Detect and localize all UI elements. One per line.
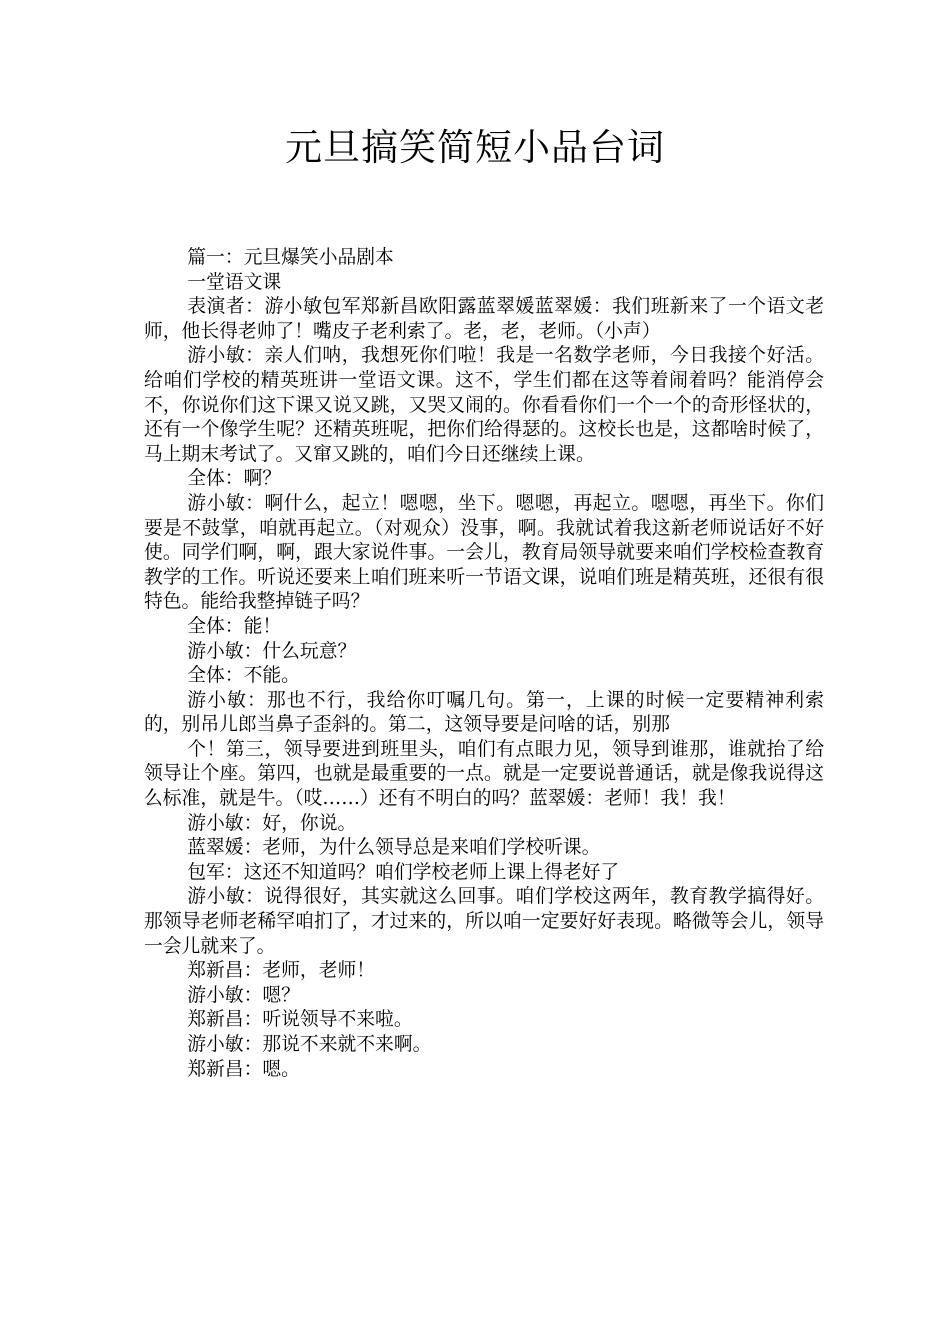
document-body xyxy=(144,246,824,1082)
dialogue-line: 包军：这还不知道吗？咱们学校老师上课上得老好了 xyxy=(187,861,620,883)
dialogue-line: 游小敏：说得很好，其实就这么回事。咱们学校这两年，教育教学搞得好。那领导老师老稀罕咱扪了，才过来的，所以咱一定要好好表现。略微等会儿，领导一会儿就来了。 xyxy=(144,886,824,957)
document-title: 元旦搞笑简短小品台词 xyxy=(285,126,665,169)
cast-and-dialogue: 表演者：游小敏包军郑新昌欧阳露蓝翠媛蓝翠媛：我们班新来了一个语文老师，他长得老帅了！嘴皮子老利索了。老，老，老师。（小声） xyxy=(144,296,824,342)
dialogue-line: 游小敏：那也不行，我给你叮嘱几句。第一，上课的时候一定要精神利索的，别吊儿郎当鼻子歪斜的。第二，这领导要是问啥的话，别那 xyxy=(144,689,824,736)
dialogue-line: 全体：不能。 xyxy=(187,665,300,687)
dialogue-line: 全体：啊？ xyxy=(187,468,282,490)
dialogue-line: 全体：能！ xyxy=(187,615,282,637)
dialogue-line: 游小敏：嗯？ xyxy=(187,984,300,1006)
dialogue-line: 游小敏：那说不来就不来啊。 xyxy=(187,1034,432,1055)
skit-title: 一堂语文课 xyxy=(187,271,282,293)
dialogue-line: 蓝翠媛：老师，为什么领导总是来咱们学校听课。 xyxy=(187,837,601,859)
dialogue-line: 游小敏：亲人们呐，我想死你们啦！我是一名数学老师，今日我接个好活。给咱们学校的精英班讲一堂语文课。这不，学生们都在这等着闹着吗？能消停会不，你说你们这下课又说又跳，又哭又闹的。你看看你们一个一个的奇形怪状的，还有一个像学生呢？还精英班呢，把你们给得瑟的。这校长也是，这都啥时候了，马上期末考试了。又窜又跳的，咱们今日还继续上课。 xyxy=(144,345,824,465)
dialogue-line: 个！第三，领导要进到班里头，咱们有点眼力见，领导到谁那，谁就抬了给领导让个座。第四，也就是最重要的一点。就是一定要说普通话，就是像我说得这么标准，就是牛。（哎……）还有不明白的吗？蓝翠媛：老师！我！我！ xyxy=(144,738,824,810)
dialogue-line: 郑新昌：嗯。 xyxy=(187,1058,300,1080)
dialogue-line: 郑新昌：老师，老师！ xyxy=(187,960,376,982)
dialogue-line: 游小敏：好，你说。 xyxy=(187,812,357,834)
dialogue-line: 游小敏：什么玩意？ xyxy=(187,640,357,662)
dialogue-line: 游小敏：啊什么，起立！嗯嗯，坐下。嗯嗯，再起立。嗯嗯，再坐下。你们要是不鼓掌，咱就再起立。（对观众）没事，啊。我就试着我这新老师说话好不好使。同学们啊，啊，跟大家说件事。一会儿，教育局领导就要来咱们学校检查教育教学的工作。听说还要来上咱们班来听一节语文课，说咱们班是精英班，还很有很特色。能给我整掉链子吗？ xyxy=(144,492,824,613)
section-heading: 篇一：元旦爆笑小品剧本 xyxy=(187,247,394,268)
dialogue-line: 郑新昌：听说领导不来啦。 xyxy=(187,1009,413,1031)
